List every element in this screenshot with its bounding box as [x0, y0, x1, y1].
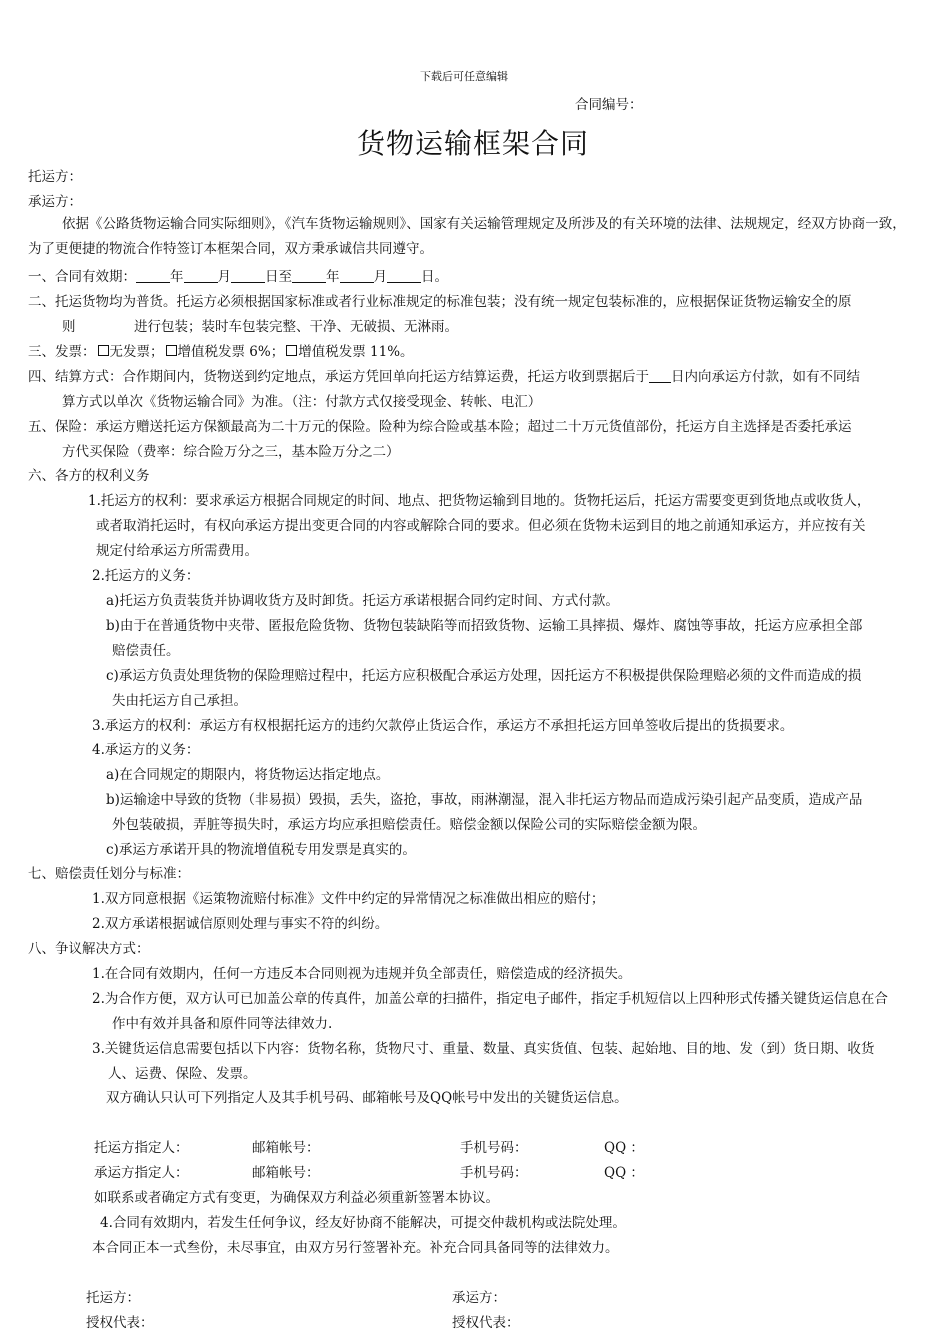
- carrier-phone-label: 手机号码：: [460, 1165, 528, 1181]
- shipper-party-label: 托运方：: [28, 169, 82, 185]
- section6-item1-line2: 或者取消托运时，有权向承运方提出变更合同的内容或解除合同的要求。但必须在货物未运到目的地之前通知承运方，并应按有关: [96, 518, 866, 534]
- section6-item2b-line2: 赔偿责任。: [112, 643, 180, 659]
- dispute-item4: 4.合同有效期内，若发生任何争议，经友好协商不能解决，可提交仲裁机构或法院处理。: [100, 1215, 626, 1231]
- section4-line1b: 日内向承运方付款，如有不同结: [671, 369, 860, 385]
- section6-item4b-line1: b)运输途中导致的货物（非易损）毁损，丢失，盗抢，事故，雨淋潮湿，混入非托运方物品而造成污染引起产品变质，造成产品: [106, 792, 863, 808]
- blank-month-end[interactable]: [340, 268, 374, 283]
- blank-year-end[interactable]: [292, 268, 326, 283]
- contact-change-note: 如联系或者确定方式有变更，为确保双方利益必须重新签署本协议。: [94, 1190, 499, 1206]
- document-title: 货物运输框架合同: [357, 127, 590, 160]
- section6-item4a: a)在合同规定的期限内，将货物运达指定地点。: [106, 767, 390, 783]
- carrier-qq-label: QQ ：: [604, 1165, 644, 1181]
- section2-line2b: 进行包装；装时车包装完整、干净、无破损、无淋雨。: [134, 319, 458, 335]
- carrier-designee-label: 承运方指定人：: [94, 1165, 189, 1181]
- vat6-label: 增值税发票 6%；: [177, 344, 285, 360]
- shipper-phone-label: 手机号码：: [460, 1140, 528, 1156]
- section6-item2c-line2: 失由托运方自己承担。: [112, 693, 247, 709]
- contract-number-label: 合同编号：: [575, 97, 643, 113]
- no-invoice-checkbox[interactable]: [98, 345, 109, 356]
- section3-prefix: 三、发票：: [28, 344, 96, 360]
- section1-validity: [28, 268, 448, 286]
- carrier-party-label: 承运方：: [28, 194, 82, 210]
- month-label-1: 月: [217, 269, 231, 285]
- section6-item4c: c)承运方承诺开具的物流增值税专用发票是真实的。: [106, 842, 416, 858]
- section6-item2: 2.托运方的义务：: [92, 568, 200, 584]
- blank-day-end[interactable]: [387, 268, 421, 283]
- section6-item2c-line1: c)承运方负责处理货物的保险理赔过程中，托运方应积极配合承运方处理，因托运方不积极提供保险理赔必须的文件而造成的损: [106, 668, 862, 684]
- section2-line2a: 则: [62, 319, 76, 335]
- day-to-label: 日至: [265, 269, 292, 285]
- blank-payment-days[interactable]: [649, 368, 671, 383]
- signature-carrier-label: 承运方：: [452, 1290, 506, 1306]
- year-label-2: 年: [326, 269, 340, 285]
- signature-rep-left: 授权代表：: [86, 1315, 154, 1331]
- day-end-label: 日。: [421, 269, 448, 285]
- section8-item2-line1: 2.为合作方便，双方认可已加盖公章的传真件，加盖公章的扫描件，指定电子邮件，指定手机短信以上四种形式传播关键货运信息在合: [92, 991, 888, 1007]
- section4-line1: [28, 368, 860, 386]
- section4-line1a: 四、结算方式：合作期间内，货物送到约定地点，承运方凭回单向托运方结算运费，托运方收到票据后于: [28, 369, 649, 385]
- blank-day-start[interactable]: [231, 268, 265, 283]
- section8-confirm: 双方确认只认可下列指定人及其手机号码、邮箱帐号及QQ帐号中发出的关键货运信息。: [106, 1090, 628, 1106]
- section8-item3-line1: 3.关键货运信息需要包括以下内容：货物名称，货物尺寸、重量、数量、真实货值、包装、起始地、目的地、发（到）货日期、收货: [92, 1041, 875, 1057]
- section5-line2: 方代买保险（费率：综合险万分之三，基本险万分之二）: [62, 444, 400, 460]
- section6-item2b-line1: b)由于在普通货物中夹带、匿报危险货物、货物包装缺陷等而招致货物、运输工具摔损、爆炸、腐蚀等事故，托运方应承担全部: [106, 618, 863, 634]
- shipper-designee-label: 托运方指定人：: [94, 1140, 189, 1156]
- signature-rep-right: 授权代表：: [452, 1315, 520, 1331]
- section4-line2: 算方式以单次《货物运输合同》为准。（注：付款方式仅接受现金、转帐、电汇）: [62, 394, 542, 410]
- shipper-email-label: 邮箱帐号：: [252, 1140, 320, 1156]
- blank-year-start[interactable]: [136, 268, 170, 283]
- section6-item1-line3: 规定付给承运方所需费用。: [96, 543, 258, 559]
- no-invoice-label: 无发票；: [109, 344, 164, 360]
- intro-text: 依据《公路货物运输合同实际细则》，《汽车货物运输规则》、国家有关运输管理规定及所涉及的有关环境的法律、法规规定，经双方协商一致，为了更便捷的物流合作特签订本框架合同，双方秉承诚信共同遵守。: [28, 216, 906, 257]
- shipper-qq-label: QQ ：: [604, 1140, 644, 1156]
- section6-item3: 3.承运方的权利：承运方有权根据托运方的违约欠款停止货运合作，承运方不承担托运方回单签收后提出的货损要求。: [92, 718, 794, 734]
- vat11-label: 增值税发票 11%。: [298, 344, 414, 360]
- section1-prefix: 一、合同有效期：: [28, 269, 136, 285]
- section8-item2-line2: 作中有效并具备和原件同等法律效力.: [112, 1016, 333, 1032]
- section6-heading: 六、各方的权利义务: [28, 468, 150, 484]
- blank-month-start[interactable]: [184, 268, 218, 283]
- closing-statement: 本合同正本一式叁份，未尽事宜，由双方另行签署补充。补充合同具备同等的法律效力。: [92, 1240, 619, 1256]
- section6-item4: 4.承运方的义务：: [92, 742, 200, 758]
- section2-line1: 二、托运货物均为普货。托运方必须根据国家标准或者行业标准规定的标准包装；没有统一规定包装标准的，应根据保证货物运输安全的原: [28, 294, 852, 310]
- vat6-checkbox[interactable]: [166, 345, 177, 356]
- section7-item2: 2.双方承诺根据诚信原则处理与事实不符的纠纷。: [92, 916, 389, 932]
- section7-item1: 1.双方同意根据《运策物流赔付标准》文件中约定的异常情况之标准做出相应的赔付；: [92, 891, 605, 907]
- section5-line1: 五、保险：承运方赠送托运方保额最高为二十万元的保险。险种为综合险或基本险；超过二十万元货值部份，托运方自主选择是否委托承运: [28, 419, 852, 435]
- signature-shipper-label: 托运方：: [86, 1290, 140, 1306]
- year-label-1: 年: [170, 269, 184, 285]
- section3-invoice: [28, 343, 414, 361]
- section6-item4b-line2: 外包装破损，弄脏等损失时，承运方均应承担赔偿责任。赔偿金额以保险公司的实际赔偿金额为限。: [112, 817, 706, 833]
- download-note: 下载后可任意编辑: [420, 70, 508, 83]
- section6-item2a: a)托运方负责装货并协调收货方及时卸货。托运方承诺根据合同约定时间、方式付款。: [106, 593, 619, 609]
- section6-item1-line1: 1.托运方的权利：要求承运方根据合同规定的时间、地点、把货物运输到目地的。货物托运后，托运方需要变更到货地点或收货人，: [88, 493, 871, 509]
- section7-heading: 七、赔偿责任划分与标准：: [28, 866, 190, 882]
- month-label-2: 月: [373, 269, 387, 285]
- section8-item3-line2: 人、运费、保险、发票。: [108, 1066, 257, 1082]
- section8-heading: 八、争议解决方式：: [28, 941, 150, 957]
- vat11-checkbox[interactable]: [286, 345, 297, 356]
- carrier-email-label: 邮箱帐号：: [252, 1165, 320, 1181]
- section8-item1: 1.在合同有效期内，任何一方违反本合同则视为违规并负全部责任，赔偿造成的经济损失。: [92, 966, 632, 982]
- intro-paragraph: [28, 212, 916, 262]
